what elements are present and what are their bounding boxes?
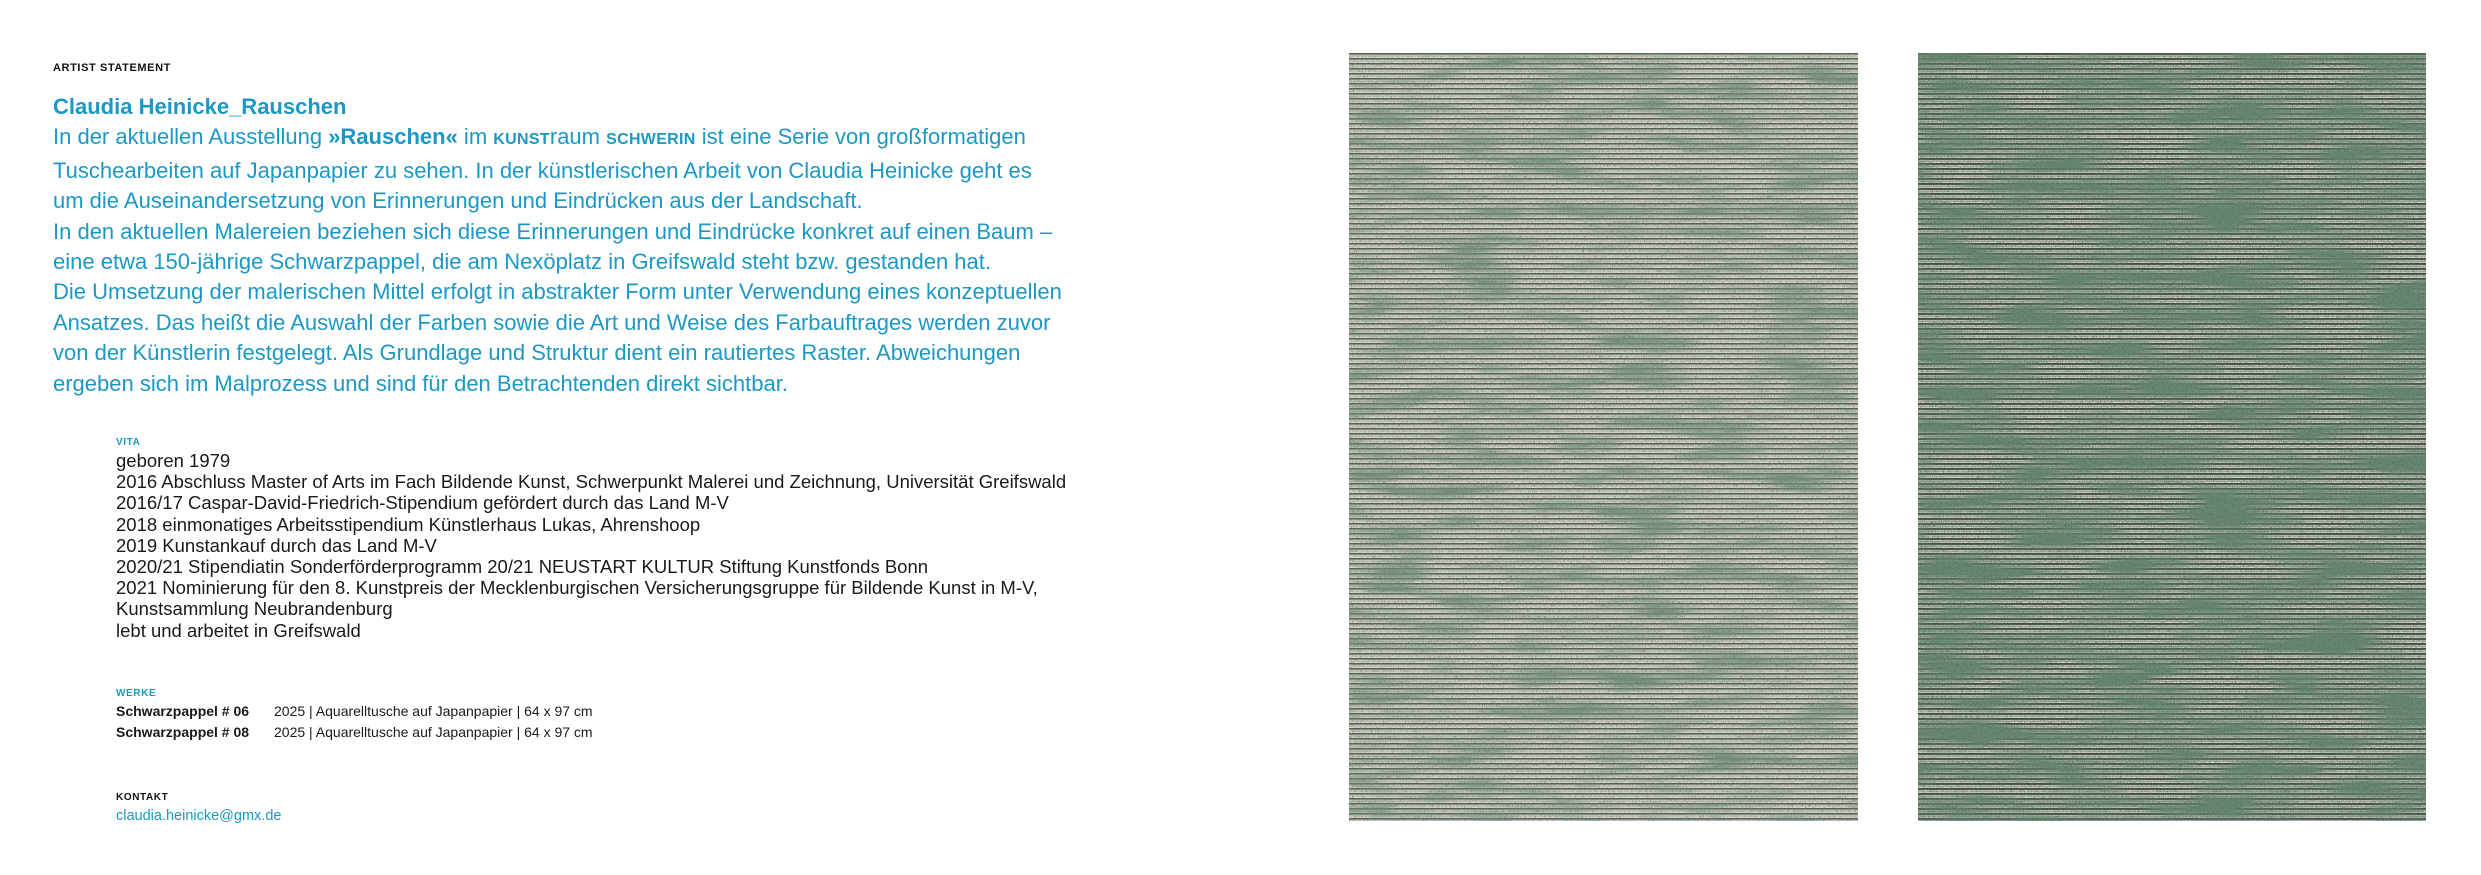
work-title: Schwarzpappel # 06	[116, 703, 250, 719]
contact-email-link[interactable]: claudia.heinicke@gmx.de	[116, 808, 282, 824]
vita-label: VITA	[116, 437, 141, 448]
vita-line: 2020/21 Stipendiatin Sonderförderprogramm 20/21 NEUSTART KULTUR Stiftung Kunstfonds Bonn	[116, 556, 929, 578]
statement-line: ergeben sich im Malprozess und sind für den Betrachtenden direkt sichtbar.	[53, 370, 788, 396]
statement-line: Ansatzes. Das heißt die Auswahl der Farben sowie die Art und Weise des Farbauftrages werden zuvor	[53, 309, 1051, 335]
statement-line: von der Künstlerin festgelegt. Als Grundlage und Struktur dient ein rautiertes Raster. Abweichungen	[53, 340, 1021, 366]
artist-statement-text	[53, 92, 1183, 399]
exhibition-name: »Rauschen«	[328, 124, 458, 150]
vita-line: 2018 einmonatiges Arbeitsstipendium Künstlerhaus Lukas, Ahrenshoop	[116, 513, 701, 535]
vita-line: Kunstsammlung Neubrandenburg	[116, 598, 393, 620]
vita-line: lebt und arbeitet in Greifswald	[116, 619, 361, 641]
artwork-schwarzpappel-08	[1918, 53, 2426, 821]
vita-section	[116, 437, 1236, 641]
work-title: Schwarzpappel # 08	[116, 724, 250, 740]
statement-line: In der aktuellen Ausstellung »Rauschen« im KUNSTraum SCHWERIN ist eine Serie von großformatigen	[53, 124, 1026, 150]
venue-schwerin: SCHWERIN	[606, 131, 696, 149]
work-details: 2025 | Aquarelltusche auf Japanpapier | 64 x 97 cm	[274, 724, 593, 740]
werke-label: WERKE	[116, 688, 157, 699]
vita-line: 2016/17 Caspar-David-Friedrich-Stipendium gefördert durch das Land M-V	[116, 492, 729, 514]
kontakt-section	[116, 792, 1236, 827]
artwork-image	[1349, 53, 1858, 821]
artwork-image	[1918, 53, 2426, 821]
section-label-artist-statement: ARTIST STATEMENT	[53, 62, 171, 74]
statement-line: eine etwa 150-jährige Schwarzpappel, die am Nexöplatz in Greifswald steht bzw. gestanden hat.	[53, 249, 991, 275]
statement-line: um die Auseinandersetzung von Erinnerungen und Eindrücken aus der Landschaft.	[53, 188, 863, 214]
vita-line: 2019 Kunstankauf durch das Land M-V	[116, 534, 437, 556]
vita-line: 2016 Abschluss Master of Arts im Fach Bildende Kunst, Schwerpunkt Malerei und Zeichnung, Universität Greifswald	[116, 471, 1067, 493]
venue-raum: raum	[549, 124, 607, 150]
statement-line: Tuschearbeiten auf Japanpapier zu sehen. In der künstlerischen Arbeit von Claudia Heinicke geht es	[53, 157, 1032, 183]
venue-kunst: KUNST	[493, 131, 550, 149]
werke-section	[116, 688, 1236, 743]
kontakt-label: KONTAKT	[116, 792, 169, 803]
exhibition-title: Claudia Heinicke_Rauschen	[53, 94, 347, 119]
artwork-schwarzpappel-06	[1349, 53, 1858, 821]
work-details: 2025 | Aquarelltusche auf Japanpapier | 64 x 97 cm	[274, 703, 593, 719]
statement-line: In den aktuellen Malereien beziehen sich diese Erinnerungen und Eindrücke konkret auf einen Baum –	[53, 218, 1053, 244]
vita-line: geboren 1979	[116, 450, 231, 471]
vita-line: 2021 Nominierung für den 8. Kunstpreis der Mecklenburgischen Versicherungsgruppe für Bildende Kunst in M-V,	[116, 577, 1038, 599]
statement-line: Die Umsetzung der malerischen Mittel erfolgt in abstrakter Form unter Verwendung eines konzeptuellen	[53, 279, 1062, 305]
work-item	[116, 722, 1236, 743]
work-item	[116, 701, 1236, 722]
